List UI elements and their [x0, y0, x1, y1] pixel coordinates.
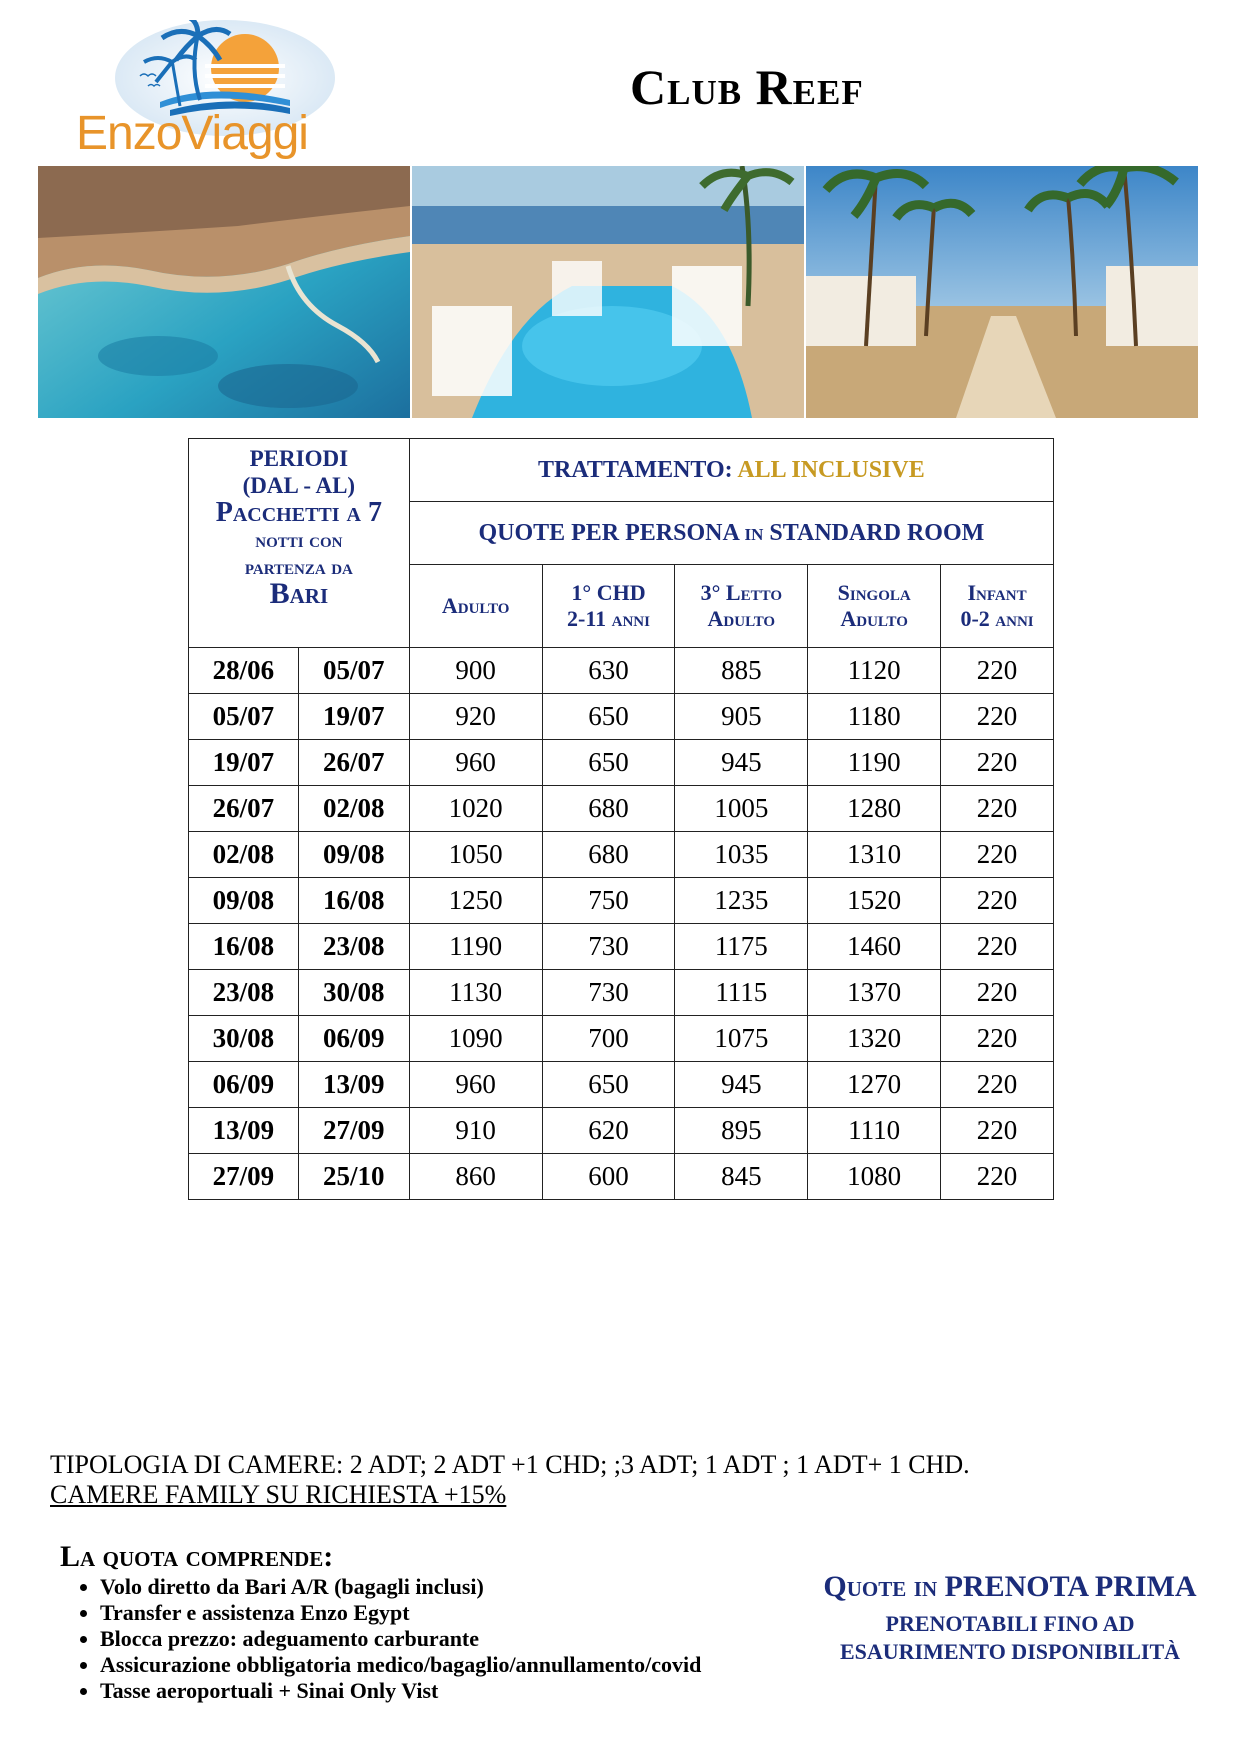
- cell-al: 09/08: [298, 832, 409, 878]
- cell-dal: 05/07: [189, 694, 299, 740]
- cell-letto3: 945: [675, 740, 808, 786]
- periodi-header: [189, 439, 410, 648]
- cell-chd: 680: [542, 832, 675, 878]
- dal-al-label: (DAL - AL): [242, 473, 356, 498]
- cell-adulto: 960: [409, 740, 542, 786]
- cell-adulto: 910: [409, 1108, 542, 1154]
- cell-singola: 1190: [808, 740, 941, 786]
- cell-al: 27/09: [298, 1108, 409, 1154]
- cell-singola: 1120: [808, 648, 941, 694]
- cell-dal: 06/09: [189, 1062, 299, 1108]
- beach-reef-photo: [38, 166, 410, 418]
- cell-al: 05/07: [298, 648, 409, 694]
- notti-label: notti con: [255, 527, 343, 552]
- cell-dal: 13/09: [189, 1108, 299, 1154]
- cell-singola: 1460: [808, 924, 941, 970]
- col-adulto: Adulto: [409, 565, 542, 648]
- tipologia-camere: [50, 1450, 970, 1510]
- logo: [40, 20, 340, 160]
- cell-dal: 23/08: [189, 970, 299, 1016]
- cell-infant: 220: [941, 832, 1054, 878]
- cell-chd: 730: [542, 970, 675, 1016]
- cell-infant: 220: [941, 1016, 1054, 1062]
- cell-chd: 650: [542, 1062, 675, 1108]
- cell-chd: 750: [542, 878, 675, 924]
- cell-dal: 28/06: [189, 648, 299, 694]
- list-item: • Volo diretto da Bari A/R (bagagli inclusi): [100, 1574, 701, 1600]
- cell-adulto: 920: [409, 694, 542, 740]
- cell-adulto: 1250: [409, 878, 542, 924]
- prenota-label-a: Quote in: [823, 1570, 945, 1603]
- cell-adulto: 900: [409, 648, 542, 694]
- cell-dal: 19/07: [189, 740, 299, 786]
- cell-al: 16/08: [298, 878, 409, 924]
- col-infant: Infant 0-2 anni: [941, 565, 1054, 648]
- list-item: • Blocca prezzo: adeguamento carburante: [100, 1626, 701, 1652]
- cell-infant: 220: [941, 970, 1054, 1016]
- cell-letto3: 1115: [675, 970, 808, 1016]
- comprende-title: La quota comprende:: [60, 1540, 334, 1573]
- price-table: [188, 438, 1054, 1200]
- list-item: • Assicurazione obbligatoria medico/bagaglio/annullamento/covid: [100, 1652, 701, 1678]
- prenota-line-2: ESAURIMENTO DISPONIBILITÀ: [839, 1639, 1181, 1664]
- table-row: [189, 832, 1054, 878]
- comprende-list: [60, 1574, 701, 1704]
- logo-text: EnzoViaggi: [76, 107, 308, 160]
- cell-al: 30/08: [298, 970, 409, 1016]
- tipologia-line: TIPOLOGIA DI CAMERE: 2 ADT; 2 ADT +1 CHD; ;3 ADT; 1 ADT ; 1 ADT+ 1 CHD.: [50, 1450, 970, 1479]
- table-row: [189, 694, 1054, 740]
- prenota-line-1: PRENOTABILI FINO AD: [885, 1611, 1135, 1636]
- cell-al: 23/08: [298, 924, 409, 970]
- cell-chd: 730: [542, 924, 675, 970]
- cell-infant: 220: [941, 648, 1054, 694]
- cell-letto3: 1235: [675, 878, 808, 924]
- table-row: [189, 924, 1054, 970]
- table-row: [189, 1016, 1054, 1062]
- cell-letto3: 1035: [675, 832, 808, 878]
- cell-letto3: 885: [675, 648, 808, 694]
- quote-text-c: STANDARD ROOM: [763, 519, 985, 546]
- cell-infant: 220: [941, 1154, 1054, 1200]
- pacchetti-label: Pacchetti a 7: [215, 497, 382, 528]
- trattamento-label: TRATTAMENTO:: [537, 456, 738, 483]
- cell-al: 06/09: [298, 1016, 409, 1062]
- table-row: [189, 786, 1054, 832]
- cell-infant: 220: [941, 1108, 1054, 1154]
- cell-adulto: 1090: [409, 1016, 542, 1062]
- cell-adulto: 1050: [409, 832, 542, 878]
- cell-adulto: 1130: [409, 970, 542, 1016]
- periodi-label: PERIODI: [249, 446, 349, 471]
- col-3-letto: 3° Letto Adulto: [675, 565, 808, 648]
- cell-chd: 650: [542, 740, 675, 786]
- cell-singola: 1180: [808, 694, 941, 740]
- cell-al: 25/10: [298, 1154, 409, 1200]
- cell-adulto: 960: [409, 1062, 542, 1108]
- table-row: [189, 970, 1054, 1016]
- col-singola: Singola Adulto: [808, 565, 941, 648]
- bari-label: Bari: [269, 577, 329, 610]
- list-item: • Tasse aeroportuali + Sinai Only Vist: [100, 1678, 701, 1704]
- trattamento-header: [409, 439, 1053, 502]
- cell-al: 02/08: [298, 786, 409, 832]
- family-note: CAMERE FAMILY SU RICHIESTA +15%: [50, 1480, 507, 1509]
- table-row: [189, 1062, 1054, 1108]
- table-row: [189, 878, 1054, 924]
- cell-singola: 1270: [808, 1062, 941, 1108]
- list-item: • Transfer e assistenza Enzo Egypt: [100, 1600, 701, 1626]
- cell-al: 19/07: [298, 694, 409, 740]
- cell-al: 26/07: [298, 740, 409, 786]
- table-row: [189, 648, 1054, 694]
- cell-adulto: 860: [409, 1154, 542, 1200]
- cell-chd: 680: [542, 786, 675, 832]
- quote-header: [409, 502, 1053, 565]
- cell-chd: 650: [542, 694, 675, 740]
- cell-al: 13/09: [298, 1062, 409, 1108]
- cell-dal: 27/09: [189, 1154, 299, 1200]
- palm-garden-photo: [806, 166, 1198, 418]
- cell-singola: 1280: [808, 786, 941, 832]
- cell-infant: 220: [941, 740, 1054, 786]
- partenza-label: partenza da: [244, 554, 353, 579]
- page-title: Club Reef: [630, 59, 864, 115]
- cell-infant: 220: [941, 1062, 1054, 1108]
- cell-letto3: 1075: [675, 1016, 808, 1062]
- col-chd: 1° CHD 2-11 anni: [542, 565, 675, 648]
- cell-chd: 620: [542, 1108, 675, 1154]
- table-row: [189, 1154, 1054, 1200]
- cell-letto3: 845: [675, 1154, 808, 1200]
- cell-infant: 220: [941, 878, 1054, 924]
- cell-letto3: 945: [675, 1062, 808, 1108]
- cell-letto3: 905: [675, 694, 808, 740]
- cell-letto3: 1175: [675, 924, 808, 970]
- cell-chd: 630: [542, 648, 675, 694]
- cell-singola: 1110: [808, 1108, 941, 1154]
- table-row: [189, 1108, 1054, 1154]
- trattamento-value: ALL INCLUSIVE: [737, 456, 925, 483]
- cell-dal: 30/08: [189, 1016, 299, 1062]
- prenota-prima-box: [800, 1570, 1220, 1666]
- cell-singola: 1080: [808, 1154, 941, 1200]
- cell-dal: 09/08: [189, 878, 299, 924]
- cell-adulto: 1020: [409, 786, 542, 832]
- cell-chd: 700: [542, 1016, 675, 1062]
- cell-dal: 26/07: [189, 786, 299, 832]
- cell-infant: 220: [941, 924, 1054, 970]
- prenota-label-b: PRENOTA PRIMA: [944, 1570, 1197, 1603]
- cell-singola: 1520: [808, 878, 941, 924]
- cell-singola: 1320: [808, 1016, 941, 1062]
- quote-text-b: in: [744, 519, 764, 546]
- cell-singola: 1370: [808, 970, 941, 1016]
- cell-singola: 1310: [808, 832, 941, 878]
- pool-photo: [412, 166, 804, 418]
- cell-infant: 220: [941, 694, 1054, 740]
- cell-adulto: 1190: [409, 924, 542, 970]
- cell-dal: 02/08: [189, 832, 299, 878]
- cell-letto3: 1005: [675, 786, 808, 832]
- cell-chd: 600: [542, 1154, 675, 1200]
- cell-dal: 16/08: [189, 924, 299, 970]
- cell-letto3: 895: [675, 1108, 808, 1154]
- quote-text-a: QUOTE PER PERSONA: [478, 519, 745, 546]
- table-row: [189, 740, 1054, 786]
- cell-infant: 220: [941, 786, 1054, 832]
